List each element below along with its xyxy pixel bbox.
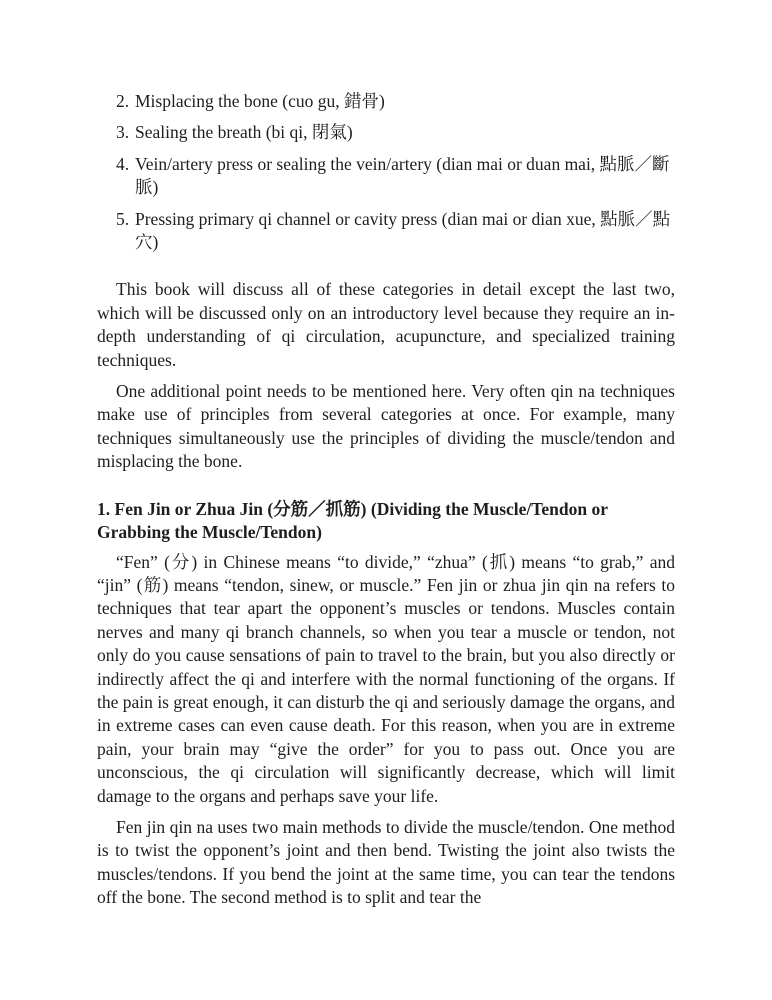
list-item-text: Vein/artery press or sealing the vein/artery (dian mai or duan mai, 點脈／斷脈) — [135, 153, 670, 198]
list-item — [97, 90, 675, 113]
paragraph-additional-point: One additional point needs to be mentioned here. Very often qin na techniques make use of principles from several categories at once. For example, many techniques simultaneously use the principles of dividing the muscle/tendon and misplacing the bone. — [97, 381, 675, 472]
list-item-number: 5. — [116, 208, 130, 229]
category-list — [97, 90, 675, 254]
book-page — [97, 90, 675, 910]
list-item-text: Sealing the breath (bi qi, 閉氣) — [135, 122, 353, 143]
paragraph-fen-methods: Fen jin qin na uses two main methods to divide the muscle/tendon. One method is to twist the opponent’s joint and then bend. Twisting the joint also twists the muscles/tendons. If you bend the joint at the same time, you can tear the tendons off the bone. The second method is to split and tear the — [97, 816, 675, 908]
list-item-number: 4. — [116, 153, 130, 174]
list-item — [97, 208, 675, 255]
list-item-text: Pressing primary qi channel or cavity press (dian mai or dian xue, 點脈／點穴) — [135, 208, 671, 253]
list-item — [97, 121, 675, 144]
list-item-number: 2. — [116, 91, 130, 111]
list-item-text: Misplacing the bone (cuo gu, 錯骨) — [135, 91, 385, 111]
list-item — [97, 153, 675, 200]
paragraph-categories-scope: This book will discuss all of these categories in detail except the last two, which will be discussed only on an introductory level because they require an in-depth understanding of qi circulation, acupuncture, and specialized training techniques. — [97, 279, 675, 370]
list-item-number: 3. — [116, 122, 130, 143]
paragraph-fen-definition: “Fen” (分) in Chinese means “to divide,” “zhua” (抓) means “to grab,” and “jin” (筋) means “tendon, sinew, or muscle.” Fen jin or zhua jin qin na refers to techniques that tear apart the opponent’s muscles or tendons. Muscles contain nerves and many qi branch channels, so when you tear a muscle or tendon, not only do you cause sensations of pain to travel to the brain, but you also directly or indirectly affect the qi and interfere with the normal functioning of the organs. If the pain is great enough, it can disturb the qi and seriously damage the organs, and in extreme cases can even cause death. For this reason, when you are in extreme pain, your brain may “give the order” for you to pass out. Once you are unconscious, the qi circulation will significantly decrease, which will limit damage to the organs and perhaps save your life. — [97, 551, 675, 806]
section-heading: 1. Fen Jin or Zhua Jin (分筋／抓筋) (Dividing the Muscle/Tendon or Grabbing the Muscle/Tendon) — [97, 498, 608, 543]
